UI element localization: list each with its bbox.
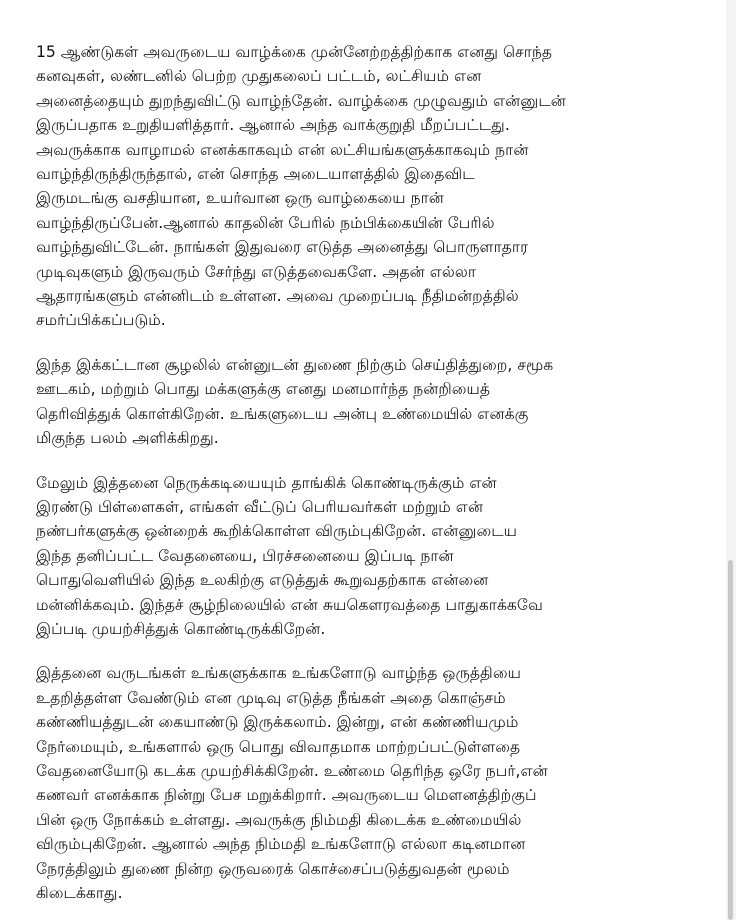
paragraph-3 [36,471,704,642]
text-line: நேரத்திலும் துணை நின்ற ஒருவரைக் கொச்சைப்படுத்துவதன் மூலம் [36,859,510,878]
text-line: ஆதாரங்களும் என்னிடம் உள்ளன. அவை முறைப்படி நீதிமன்றத்தில் [36,287,519,306]
text-line: கணவர் எனக்காக நின்று பேச மறுக்கிறார். அவருடைய மௌனத்திற்குப் [36,786,537,805]
text-line: இப்படி முயற்சித்துக் கொண்டிருக்கிறேன். [36,619,326,638]
text-line: பொதுவெளியில் இந்த உலகிற்கு எடுத்துக் கூறுவதற்காக என்னை [36,571,489,590]
text-line: வேதனையோடு கடக்க முயற்சிக்கிறேன். உண்மை தெரிந்த ஒரே நபர்,என் [36,761,548,780]
text-line: மேலும் இத்தனை நெருக்கடியையும் தாங்கிக் கொண்டிருக்கும் என் [36,473,497,492]
text-line: பின் ஒரு நோக்கம் உள்ளது. அவருக்கு நிம்மதி கிடைக்க உண்மையில் [36,810,522,829]
text-line: தெரிவித்துக் கொள்கிறேன். உங்களுடைய அன்பு உண்மையில் எனக்கு [36,404,529,423]
text-line: அவருக்காக வாழாமல் எனக்காகவும் என் லட்சியங்களுக்காகவும் நான் [36,140,529,159]
text-line: அனைத்தையும் துறந்துவிட்டு வாழ்ந்தேன். வாழ்க்கை முழுவதும் என்னுடன் [36,91,566,110]
text-line: இந்த இக்கட்டான சூழலில் என்னுடன் துணை நிற்கும் செய்தித்துறை, சமூக [36,355,554,374]
paragraph-2 [36,353,704,451]
text-line: ஊடகம், மற்றும் பொது மக்களுக்கு எனது மனமார்ந்த நன்றியைத் [36,380,491,399]
text-line: மிகுந்த பலம் அளிக்கிறது. [36,429,219,448]
text-line: இரண்டு பிள்ளைகள், எங்கள் வீட்டுப் பெரியவர்கள் மற்றும் என் [36,497,484,516]
text-line: நேர்மையும், உங்களால் ஒரு பொது விவாதமாக மாற்றப்பட்டுள்ளதை [36,737,521,756]
text-line: நண்பர்களுக்கு ஒன்றைக் கூறிக்கொள்ள விரும்புகிறேன். என்னுடைய [36,522,518,541]
text-line: 15 ஆண்டுகள் அவருடைய வாழ்க்கை முன்னேற்றத்திற்காக எனது சொந்த [36,43,553,61]
text-line: விரும்புகிறேன். ஆனால் அந்த நிம்மதி உங்களோடு எல்லா கடினமான [36,835,526,854]
text-line: இந்த தனிப்பட்ட வேதனையை, பிரச்சனையை இப்படி நான் [36,546,454,565]
text-line: கண்ணியத்துடன் கையாண்டு இருக்கலாம். இன்று, என் கண்ணியமும் [36,713,519,732]
text-line: இருமடங்கு வசதியான, உயர்வான ஒரு வாழ்கையை நான் [36,189,444,208]
text-line: சமர்ப்பிக்கப்படும். [36,311,166,330]
text-line: கனவுகள், லண்டனில் பெற்ற முதுகலைப் பட்டம், லட்சியம் என [36,67,482,86]
text-line: உதறித்தள்ள வேண்டும் என முடிவு எடுத்த நீங்கள் அதை கொஞ்சம் [36,688,506,707]
text-line: இத்தனை வருடங்கள் உங்களுக்காக உங்களோடு வாழ்ந்த ஒருத்தியை [36,664,521,683]
text-line: கிடைக்காது. [36,884,123,902]
paragraph-1 [36,40,704,333]
text-line: மன்னிக்கவும். இந்தச் சூழ்நிலையில் என் சுயகௌரவத்தை பாதுகாக்கவே [36,595,543,614]
text-line: முடிவுகளும் இருவரும் சேர்ந்து எடுத்தவைகளே. அதன் எல்லா [36,262,476,281]
text-line: வாழ்ந்துவிட்டேன். நாங்கள் இதுவரை எடுத்த அனைத்து பொருளாதார [36,238,529,257]
paragraph-4 [36,661,704,905]
text-line: வாழ்ந்திருப்பேன்.ஆனால் காதலின் பேரில் நம்பிக்கையின் பேரில் [36,213,495,232]
vertical-scrollbar[interactable] [728,560,733,920]
text-line: இருப்பதாக உறுதியளித்தார். ஆனால் அந்த வாக்குறுதி மீறப்பட்டது. [36,116,510,135]
text-line: வாழ்ந்திருந்திருந்தால், என் சொந்த அடையாளத்தில் இதைவிட [36,165,475,184]
